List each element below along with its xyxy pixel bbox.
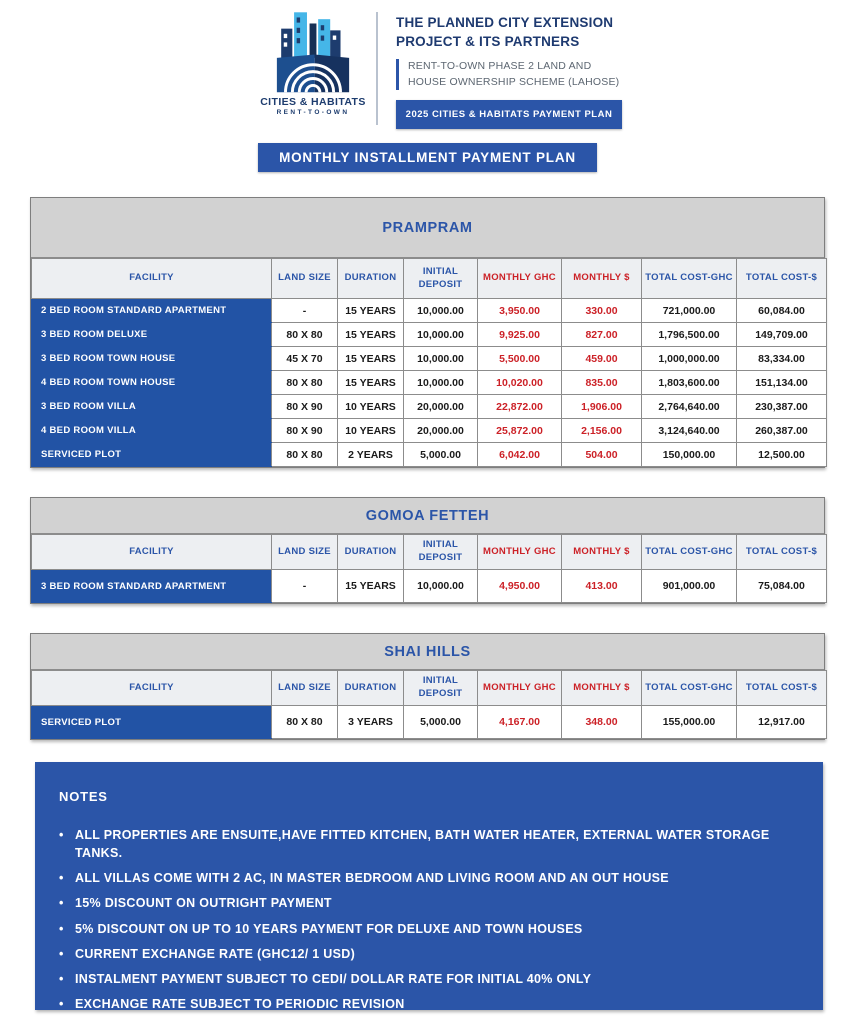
col-header-initial-deposit: INITIAL DEPOSIT	[404, 671, 478, 706]
cell-total-cost-usd: 149,709.00	[737, 323, 827, 347]
col-header-monthly-ghc: MONTHLY GHC	[478, 535, 562, 570]
cell-monthly-usd: 827.00	[562, 323, 642, 347]
cell-facility: SERVICED PLOT	[32, 443, 272, 467]
col-header-total-cost-usd: TOTAL COST-$	[737, 671, 827, 706]
col-header-initial-deposit: INITIAL DEPOSIT	[404, 535, 478, 570]
cell-facility: 4 BED ROOM VILLA	[32, 419, 272, 443]
col-header-initial-deposit: INITIAL DEPOSIT	[404, 259, 478, 299]
col-header-duration: DURATION	[338, 535, 404, 570]
cell-monthly-usd: 348.00	[562, 706, 642, 739]
cell-total-cost-usd: 151,134.00	[737, 371, 827, 395]
cell-duration: 10 YEARS	[338, 419, 404, 443]
col-header-land-size: LAND SIZE	[272, 535, 338, 570]
cell-monthly-usd: 835.00	[562, 371, 642, 395]
cell-monthly-usd: 2,156.00	[562, 419, 642, 443]
price-table-gomoa-fetteh	[31, 534, 827, 603]
cell-total-cost-ghc: 1,803,600.00	[642, 371, 737, 395]
table-prampram	[30, 197, 825, 468]
col-header-facility: FACILITY	[32, 535, 272, 570]
cell-total-cost-ghc: 901,000.00	[642, 570, 737, 603]
cell-total-cost-usd: 260,387.00	[737, 419, 827, 443]
tables-container	[30, 197, 825, 769]
table-row	[32, 323, 827, 347]
cell-monthly-usd: 504.00	[562, 443, 642, 467]
cell-monthly-ghc: 6,042.00	[478, 443, 562, 467]
notes-list	[59, 826, 799, 1013]
notes-panel	[35, 762, 823, 1010]
cell-monthly-usd: 1,906.00	[562, 395, 642, 419]
cell-monthly-usd: 459.00	[562, 347, 642, 371]
note-item: • CURRENT EXCHANGE RATE (GHC12/ 1 USD)	[59, 945, 799, 963]
table-title-gomoa-fetteh: GOMOA FETTEH	[31, 498, 824, 534]
cell-duration: 2 YEARS	[338, 443, 404, 467]
table-row	[32, 371, 827, 395]
note-item: • ALL VILLAS COME WITH 2 AC, IN MASTER BEDROOM AND LIVING ROOM AND AN OUT HOUSE	[59, 869, 799, 887]
cell-initial-deposit: 5,000.00	[404, 443, 478, 467]
col-header-monthly-usd: MONTHLY $	[562, 259, 642, 299]
cell-land-size: 80 X 80	[272, 443, 338, 467]
cell-facility: 4 BED ROOM TOWN HOUSE	[32, 371, 272, 395]
cell-duration: 15 YEARS	[338, 570, 404, 603]
cell-total-cost-usd: 12,917.00	[737, 706, 827, 739]
cell-land-size: 80 X 90	[272, 419, 338, 443]
cell-facility: 3 BED ROOM DELUXE	[32, 323, 272, 347]
note-item: • EXCHANGE RATE SUBJECT TO PERIODIC REVISION	[59, 995, 799, 1013]
cell-duration: 15 YEARS	[338, 299, 404, 323]
page-title: THE PLANNED CITY EXTENSION PROJECT & ITS PARTNERS	[396, 15, 614, 50]
col-header-land-size: LAND SIZE	[272, 259, 338, 299]
cell-duration: 15 YEARS	[338, 371, 404, 395]
cell-total-cost-ghc: 721,000.00	[642, 299, 737, 323]
table-row	[32, 706, 827, 739]
cell-total-cost-ghc: 1,796,500.00	[642, 323, 737, 347]
table-shai-hills	[30, 633, 825, 740]
cell-initial-deposit: 20,000.00	[404, 395, 478, 419]
logo	[256, 8, 370, 116]
cell-initial-deposit: 10,000.00	[404, 570, 478, 603]
cell-monthly-usd: 330.00	[562, 299, 642, 323]
cell-total-cost-ghc: 3,124,640.00	[642, 419, 737, 443]
cell-total-cost-ghc: 1,000,000.00	[642, 347, 737, 371]
cell-total-cost-ghc: 150,000.00	[642, 443, 737, 467]
table-row	[32, 443, 827, 467]
col-header-total-cost-ghc: TOTAL COST-GHC	[642, 671, 737, 706]
col-header-monthly-ghc: MONTHLY GHC	[478, 259, 562, 299]
table-row	[32, 395, 827, 419]
cell-duration: 15 YEARS	[338, 323, 404, 347]
price-table-prampram	[31, 258, 827, 467]
cell-duration: 10 YEARS	[338, 395, 404, 419]
cell-land-size: 45 X 70	[272, 347, 338, 371]
header-text-block	[396, 13, 631, 129]
notes-heading: NOTES	[59, 789, 108, 804]
table-row	[32, 570, 827, 603]
cell-monthly-usd: 413.00	[562, 570, 642, 603]
cell-monthly-ghc: 22,872.00	[478, 395, 562, 419]
cell-monthly-ghc: 10,020.00	[478, 371, 562, 395]
table-row	[32, 419, 827, 443]
logo-tagline: RENT-TO-OWN	[276, 109, 350, 116]
cell-facility: 3 BED ROOM STANDARD APARTMENT	[32, 570, 272, 603]
cell-facility: SERVICED PLOT	[32, 706, 272, 739]
cell-monthly-ghc: 25,872.00	[478, 419, 562, 443]
monthly-installment-banner: MONTHLY INSTALLMENT PAYMENT PLAN	[258, 143, 597, 172]
payment-plan-badge: 2025 CITIES & HABITATS PAYMENT PLAN	[396, 100, 622, 129]
column-header-row	[32, 259, 827, 299]
col-header-total-cost-ghc: TOTAL COST-GHC	[642, 259, 737, 299]
cell-land-size: 80 X 80	[272, 371, 338, 395]
cell-initial-deposit: 20,000.00	[404, 419, 478, 443]
cell-land-size: 80 X 80	[272, 706, 338, 739]
cell-total-cost-usd: 12,500.00	[737, 443, 827, 467]
cell-land-size: -	[272, 299, 338, 323]
header	[0, 0, 855, 140]
note-item: • INSTALMENT PAYMENT SUBJECT TO CEDI/ DOLLAR RATE FOR INITIAL 40% ONLY	[59, 970, 799, 988]
cell-initial-deposit: 10,000.00	[404, 299, 478, 323]
cell-facility: 3 BED ROOM VILLA	[32, 395, 272, 419]
cell-initial-deposit: 10,000.00	[404, 371, 478, 395]
table-row	[32, 299, 827, 323]
cell-total-cost-usd: 75,084.00	[737, 570, 827, 603]
cell-total-cost-ghc: 2,764,640.00	[642, 395, 737, 419]
column-header-row	[32, 671, 827, 706]
header-divider	[376, 12, 378, 125]
cell-initial-deposit: 10,000.00	[404, 323, 478, 347]
page-subtitle: RENT-TO-OWN PHASE 2 LAND AND HOUSE OWNERSHIP SCHEME (LAHOSE)	[396, 59, 631, 89]
cell-monthly-ghc: 3,950.00	[478, 299, 562, 323]
cell-duration: 3 YEARS	[338, 706, 404, 739]
col-header-monthly-usd: MONTHLY $	[562, 535, 642, 570]
price-table-shai-hills	[31, 670, 827, 739]
cell-land-size: 80 X 90	[272, 395, 338, 419]
column-header-row	[32, 535, 827, 570]
note-item: • ALL PROPERTIES ARE ENSUITE,HAVE FITTED KITCHEN, BATH WATER HEATER, EXTERNAL WATER STORAGE TANKS.	[59, 826, 799, 862]
cell-monthly-ghc: 5,500.00	[478, 347, 562, 371]
table-title-prampram: PRAMPRAM	[31, 198, 824, 258]
col-header-monthly-usd: MONTHLY $	[562, 671, 642, 706]
col-header-duration: DURATION	[338, 259, 404, 299]
cell-monthly-ghc: 4,950.00	[478, 570, 562, 603]
col-header-total-cost-usd: TOTAL COST-$	[737, 535, 827, 570]
col-header-duration: DURATION	[338, 671, 404, 706]
cell-initial-deposit: 10,000.00	[404, 347, 478, 371]
table-gomoa-fetteh	[30, 497, 825, 604]
cell-total-cost-usd: 83,334.00	[737, 347, 827, 371]
col-header-facility: FACILITY	[32, 671, 272, 706]
cell-facility: 3 BED ROOM TOWN HOUSE	[32, 347, 272, 371]
cell-monthly-ghc: 4,167.00	[478, 706, 562, 739]
cell-facility: 2 BED ROOM STANDARD APARTMENT	[32, 299, 272, 323]
table-row	[32, 347, 827, 371]
cell-total-cost-usd: 60,084.00	[737, 299, 827, 323]
cities-habitats-logo-icon	[267, 8, 359, 94]
cell-monthly-ghc: 9,925.00	[478, 323, 562, 347]
col-header-facility: FACILITY	[32, 259, 272, 299]
col-header-total-cost-usd: TOTAL COST-$	[737, 259, 827, 299]
table-title-shai-hills: SHAI HILLS	[31, 634, 824, 670]
logo-name: CITIES & HABITATS	[260, 96, 366, 108]
col-header-monthly-ghc: MONTHLY GHC	[478, 671, 562, 706]
cell-total-cost-usd: 230,387.00	[737, 395, 827, 419]
note-item: • 15% DISCOUNT ON OUTRIGHT PAYMENT	[59, 894, 799, 912]
cell-land-size: 80 X 80	[272, 323, 338, 347]
col-header-total-cost-ghc: TOTAL COST-GHC	[642, 535, 737, 570]
cell-duration: 15 YEARS	[338, 347, 404, 371]
note-item: • 5% DISCOUNT ON UP TO 10 YEARS PAYMENT FOR DELUXE AND TOWN HOUSES	[59, 920, 799, 938]
cell-total-cost-ghc: 155,000.00	[642, 706, 737, 739]
col-header-land-size: LAND SIZE	[272, 671, 338, 706]
cell-land-size: -	[272, 570, 338, 603]
cell-initial-deposit: 5,000.00	[404, 706, 478, 739]
